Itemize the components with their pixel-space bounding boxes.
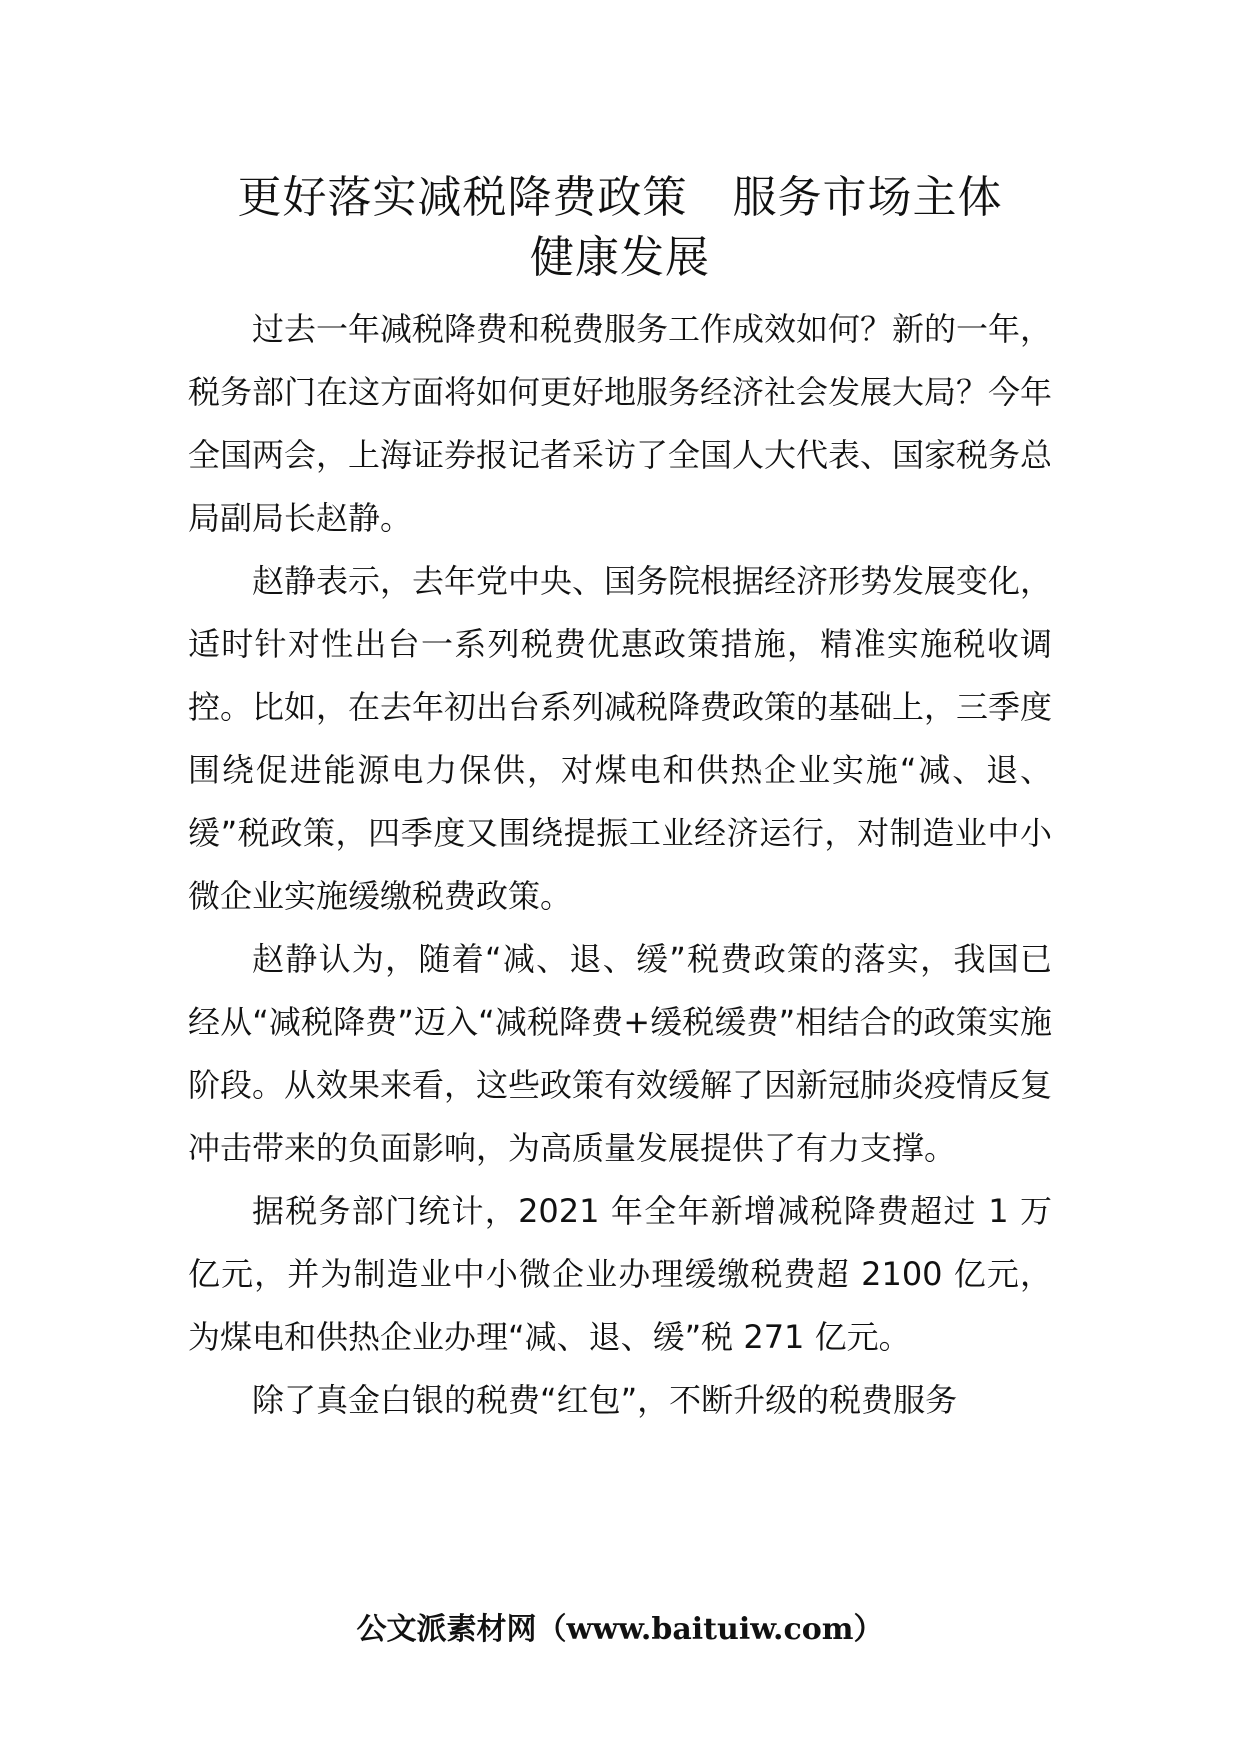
document-title [188, 168, 1052, 288]
document-body [188, 298, 1052, 1432]
paragraph-2: 赵静表示，去年党中央、国务院根据经济形势发展变化，适时针对性出台一系列税费优惠政策措施，精准实施税收调控。比如，在去年初出台系列减税降费政策的基础上，三季度围绕促进能源电力保供，对煤电和供热企业实施“减、退、缓”税政策，四季度又围绕提振工业经济运行，对制造业中小微企业实施缓缴税费政策。 [188, 562, 1053, 915]
title-line-2: 健康发展 [530, 232, 710, 283]
paragraph-3: 赵静认为，随着“减、退、缓”税费政策的落实，我国已经从“减税降费”迈入“减税降费+缓税缓费”相结合的政策实施阶段。从效果来看，这些政策有效缓解了因新冠肺炎疫情反复冲击带来的负面影响，为高质量发展提供了有力支撑。 [188, 940, 1053, 1167]
paragraph-1: 过去一年减税降费和税费服务工作成效如何？新的一年，税务部门在这方面将如何更好地服务经济社会发展大局？今年全国两会，上海证券报记者采访了全国人大代表、国家税务总局副局长赵静。 [188, 310, 1053, 537]
title-line-1: 更好落实减税降费政策 服务市场主体 [237, 172, 1003, 223]
paragraph-5: 除了真金白银的税费“红包”，不断升级的税费服务 [252, 1381, 958, 1419]
footer-watermark: 公文派素材网（www.baituiw.com） [356, 1612, 884, 1647]
paragraph-4: 据税务部门统计，2021 年全年新增减税降费超过 1 万亿元，并为制造业中小微企业办理缓缴税费超 2100 亿元，为煤电和供热企业办理“减、退、缓”税 271 亿元。 [188, 1192, 1052, 1356]
